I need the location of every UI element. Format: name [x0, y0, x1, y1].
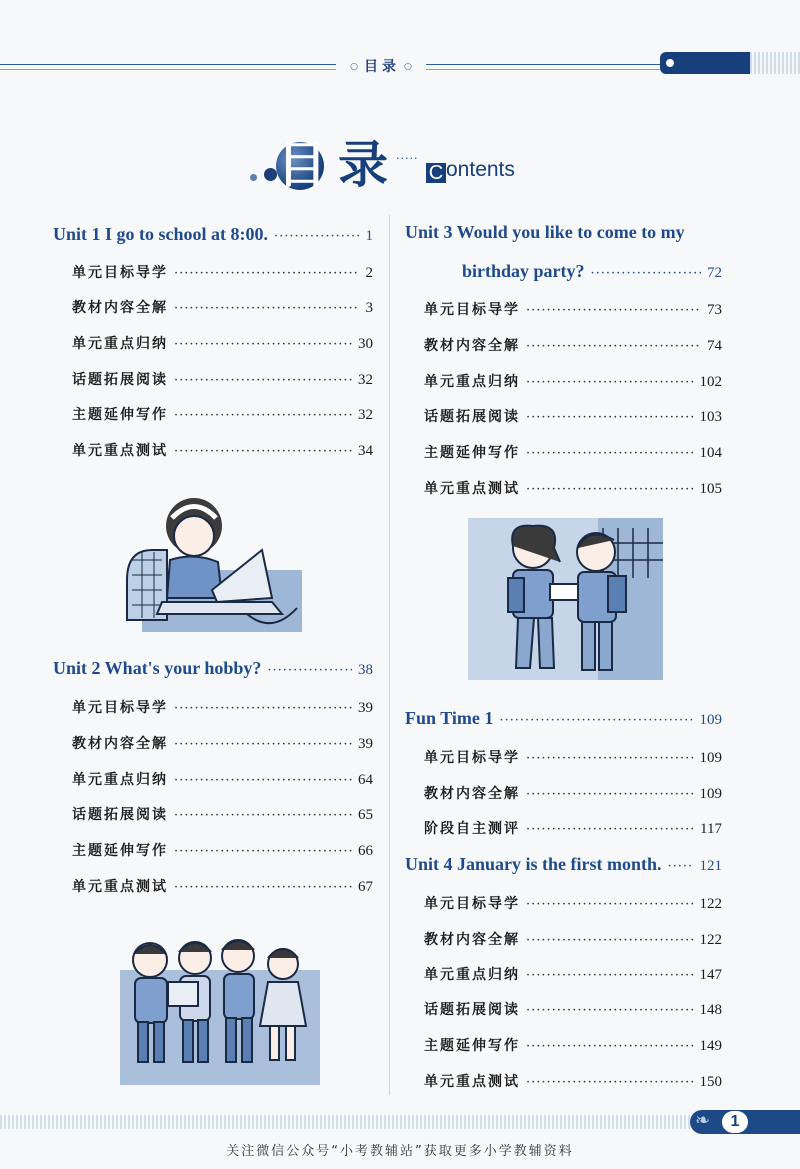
toc-item[interactable]: [72, 769, 373, 789]
toc-page: 66: [358, 843, 373, 859]
toc-item-label: 主题延伸写作: [72, 407, 168, 423]
toc-page: 104: [699, 445, 722, 461]
toc-item-label: 教材内容全解: [424, 932, 520, 948]
toc-page: 2: [365, 265, 373, 281]
toc-item-label: 单元重点测试: [72, 879, 168, 895]
leader-dots: [526, 375, 694, 390]
leader-dots: [526, 339, 701, 354]
toc-page: 105: [699, 481, 722, 497]
leader-dots: [174, 737, 352, 752]
toc-item[interactable]: [72, 369, 373, 389]
title-char-2: 录: [338, 136, 388, 194]
leader-dots: [526, 410, 694, 425]
toc-item-label: 教材内容全解: [72, 736, 168, 752]
toc-page: 109: [699, 786, 722, 802]
toc-item[interactable]: [72, 697, 373, 717]
leader-dots: [267, 663, 352, 678]
toc-item[interactable]: [424, 964, 722, 984]
toc-item[interactable]: [72, 333, 373, 353]
leader-dots: [174, 444, 352, 459]
toc-item-label: 话题拓展阅读: [72, 372, 168, 388]
leader-dots: [526, 446, 694, 461]
toc-item[interactable]: [424, 299, 722, 319]
leader-dots: [174, 266, 360, 281]
toc-page: 149: [699, 1038, 722, 1054]
toc-page: 39: [358, 700, 373, 716]
toc-item-label: 教材内容全解: [424, 338, 520, 354]
birthday-invitation-illustration: [468, 518, 663, 680]
toc-item[interactable]: [72, 440, 373, 460]
toc-fun-time-1[interactable]: [405, 708, 722, 729]
toc-item[interactable]: [424, 929, 722, 949]
toc-item-label: 单元重点测试: [72, 443, 168, 459]
header-rule: [0, 64, 660, 65]
toc-page: 109: [699, 750, 722, 766]
toc-item[interactable]: [424, 1071, 722, 1091]
toc-page: 103: [699, 409, 722, 425]
leader-dots: [526, 303, 701, 318]
header-title: ○ 目录 ○: [336, 56, 426, 76]
leader-dots: [526, 751, 694, 766]
toc-item[interactable]: [72, 804, 373, 824]
toc-page: 65: [358, 807, 373, 823]
leader-dots: [526, 897, 694, 912]
toc-item[interactable]: [424, 335, 722, 355]
toc-page: 30: [358, 336, 373, 352]
toc-item-label: 单元目标导学: [72, 700, 168, 716]
toc-item[interactable]: [424, 747, 722, 767]
toc-page: 32: [358, 407, 373, 423]
toc-page: 122: [699, 896, 722, 912]
leader-dots: [526, 933, 694, 948]
toc-item[interactable]: [72, 404, 373, 424]
leader-dots: [526, 1075, 694, 1090]
toc-item-label: 主题延伸写作: [72, 843, 168, 859]
toc-item[interactable]: [424, 406, 722, 426]
toc-unit-3[interactable]: [462, 261, 722, 282]
leader-dots: [174, 373, 352, 388]
leaf-icon: ❧: [695, 1110, 711, 1131]
leader-dots: [174, 844, 352, 859]
toc-item-label: 话题拓展阅读: [424, 409, 520, 425]
toc-page: 102: [699, 374, 722, 390]
toc-page: 109: [699, 712, 722, 728]
leader-dots: [499, 713, 693, 728]
header-rule-thin: [0, 69, 660, 70]
toc-item-label: 话题拓展阅读: [424, 1002, 520, 1018]
toc-page: 38: [358, 662, 373, 678]
toc-page: 74: [707, 338, 722, 354]
leader-dots: [526, 968, 694, 983]
toc-page: 73: [707, 302, 722, 318]
toc-unit-label: Fun Time 1: [405, 708, 494, 728]
toc-page: 39: [358, 736, 373, 752]
toc-item-label: 单元重点测试: [424, 481, 520, 497]
toc-item-label: 单元重点归纳: [424, 967, 520, 983]
toc-item-label: 单元目标导学: [424, 896, 520, 912]
footer-note: 关注微信公众号“小考教辅站”获取更多小学教辅资料: [226, 1144, 574, 1159]
toc-item-label: 教材内容全解: [72, 300, 168, 316]
title-en-initial: C: [426, 163, 446, 183]
leader-dots: [174, 701, 352, 716]
leader-dots: [526, 1039, 694, 1054]
toc-item-label: 教材内容全解: [424, 786, 520, 802]
toc-page: 122: [699, 932, 722, 948]
leader-dots: [526, 822, 694, 837]
toc-page: 148: [699, 1002, 722, 1018]
toc-page: 1: [365, 228, 373, 244]
title-dots: ·····: [396, 152, 419, 165]
title-en-rest: ontents: [446, 158, 515, 181]
page-title: [250, 130, 550, 200]
toc-unit-3-line1[interactable]: Unit 3 Would you like to come to my: [405, 222, 685, 242]
column-divider: [389, 215, 390, 1095]
toc-page: 72: [707, 265, 722, 281]
leader-dots: [591, 266, 701, 281]
title-char-1: 目: [277, 136, 327, 194]
toc-item[interactable]: [424, 818, 722, 838]
toc-item[interactable]: [72, 733, 373, 753]
toc-page: 34: [358, 443, 373, 459]
toc-unit-label: Unit 1 I go to school at 8:00.: [53, 224, 268, 244]
toc-item-label: 阶段自主测评: [424, 821, 520, 837]
toc-page: 3: [365, 300, 373, 316]
toc-unit-label: Unit 4 January is the first month.: [405, 854, 662, 874]
toc-item-label: 单元重点测试: [424, 1074, 520, 1090]
toc-unit-label: Unit 2 What's your hobby?: [53, 658, 262, 678]
leader-dots: [174, 337, 352, 352]
leader-dots: [526, 482, 694, 497]
toc-unit-4[interactable]: [405, 854, 722, 875]
toc-item[interactable]: [424, 893, 722, 913]
toc-page: 121: [699, 858, 722, 874]
toc-item[interactable]: [72, 297, 373, 317]
toc-page: 147: [699, 967, 722, 983]
leader-dots: [174, 880, 352, 895]
toc-unit-2[interactable]: [53, 658, 373, 679]
toc-item[interactable]: [424, 1035, 722, 1055]
toc-unit-1[interactable]: [53, 224, 373, 245]
toc-item-label: 单元目标导学: [424, 750, 520, 766]
kids-group-illustration: [120, 930, 320, 1085]
title-dot-small: [250, 174, 257, 181]
toc-item-label: 单元重点归纳: [72, 336, 168, 352]
toc-page: 32: [358, 372, 373, 388]
toc-page: 67: [358, 879, 373, 895]
footer-stripes: [0, 1115, 690, 1129]
toc-page: 150: [699, 1074, 722, 1090]
toc-item-label: 单元目标导学: [72, 265, 168, 281]
leader-dots: [526, 787, 694, 802]
toc-item[interactable]: [424, 999, 722, 1019]
toc-item[interactable]: [72, 876, 373, 896]
toc-item[interactable]: [424, 442, 722, 462]
toc-unit-label: birthday party?: [462, 261, 585, 281]
toc-item[interactable]: [72, 262, 373, 282]
toc-item-label: 单元目标导学: [424, 302, 520, 318]
toc-page: 117: [700, 821, 722, 837]
toc-item-label: 单元重点归纳: [424, 374, 520, 390]
toc-item[interactable]: [424, 478, 722, 498]
leader-dots: [174, 408, 352, 423]
toc-item[interactable]: [72, 840, 373, 860]
toc-item-label: 话题拓展阅读: [72, 807, 168, 823]
toc-item[interactable]: [424, 783, 722, 803]
leader-dots: [526, 1003, 694, 1018]
leader-dots: [174, 301, 360, 316]
girl-computer-illustration: [122, 490, 302, 635]
page-number: 1: [722, 1111, 748, 1133]
toc-item-label: 主题延伸写作: [424, 445, 520, 461]
leader-dots: [174, 808, 352, 823]
toc-item-label: 单元重点归纳: [72, 772, 168, 788]
toc-item[interactable]: [424, 371, 722, 391]
header-stripes: [750, 52, 800, 74]
leader-dots: [274, 229, 360, 244]
toc-page: 64: [358, 772, 373, 788]
leader-dots: [174, 773, 352, 788]
leader-dots: [668, 859, 694, 874]
header-tab: [660, 52, 750, 74]
toc-item-label: 主题延伸写作: [424, 1038, 520, 1054]
